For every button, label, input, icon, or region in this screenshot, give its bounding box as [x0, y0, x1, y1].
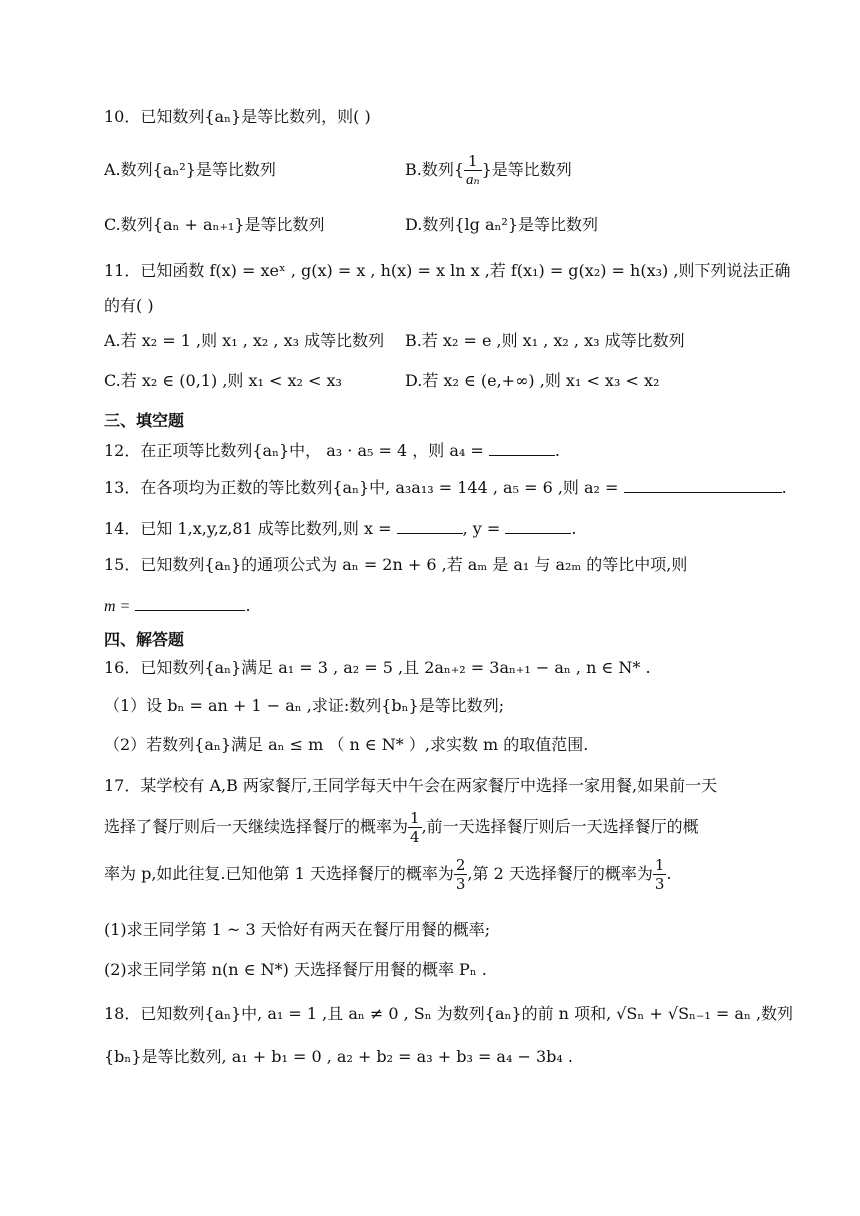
q13-text: 13．在各项均为正数的等比数列{aₙ}中, a₃a₁₃ = 144 , a₅ = 6 ,则 a₂ =: [104, 478, 619, 497]
fraction-denominator: 3: [654, 875, 665, 893]
q13-end: .: [781, 478, 787, 497]
section-fill-in-heading: 三、填空题: [104, 411, 185, 430]
q11-option-b: B.若 x₂ = e ,则 x₁ , x₂ , x₃ 成等比数列: [405, 331, 685, 350]
q17-fraction-two-thirds: [454, 856, 468, 893]
q17-fraction-one-third: [653, 856, 667, 893]
q10-option-b-prefix: B.数列{: [405, 160, 465, 179]
q17-line3-mid: ,第 2 天选择餐厅的概率为: [467, 864, 653, 883]
section-answer-heading: 四、解答题: [104, 630, 185, 649]
q17-line3-pre: 率为 p,如此往复.已知他第 1 天选择餐厅的概率为: [104, 864, 454, 883]
q17-line3-end: .: [666, 864, 672, 883]
q16-part2: （2）若数列{aₙ}满足 aₙ ≤ m （ n ∈ N* ）,求实数 m 的取值范围.: [104, 735, 589, 754]
q18-line2: {bₙ}是等比数列, a₁ + b₁ = 0 , a₂ + b₂ = a₃ + b₃ = a₄ − 3b₄ .: [104, 1047, 573, 1066]
q15-m-label: m =: [104, 598, 131, 615]
fraction-numerator: 1: [464, 152, 482, 171]
q14-x-blank[interactable]: [397, 517, 463, 534]
q18-line1: 18．已知数列{aₙ}中, a₁ = 1 ,且 aₙ ≠ 0 , Sₙ 为数列{aₙ}的前 n 项和, √Sₙ + √Sₙ₋₁ = aₙ ,数列: [104, 1004, 794, 1023]
q14-mid: , y =: [462, 519, 501, 538]
q14-end: .: [571, 519, 577, 538]
q13-answer-blank[interactable]: [624, 476, 782, 493]
q10-option-d: D.数列{lg aₙ²}是等比数列: [405, 215, 599, 234]
q11-option-c: C.若 x₂ ∈ (0,1) ,则 x₁ < x₂ < x₃: [104, 371, 342, 390]
q10-option-b: [405, 150, 572, 190]
q17-line2-pre: 选择了餐厅则后一天继续选择餐厅的概率为: [104, 817, 409, 836]
q17-fraction-quarter: [408, 809, 422, 846]
q15-line2: [104, 594, 251, 619]
q17-line2: [104, 807, 699, 847]
q14: [104, 517, 576, 541]
q14-text: 14．已知 1,x,y,z,81 成等比数列,则 x =: [104, 519, 392, 538]
q10-option-b-suffix: }是等比数列: [481, 160, 572, 179]
q17-line3: [104, 854, 672, 894]
q14-y-blank[interactable]: [505, 517, 571, 534]
fraction-numerator: 2: [455, 856, 466, 874]
fraction-denominator: 3: [455, 875, 466, 893]
q15-line1: 15．已知数列{aₙ}的通项公式为 aₙ = 2n + 6 ,若 aₘ 是 a₁ 与 a₂ₘ 的等比中项,则: [104, 555, 688, 574]
q13: [104, 476, 787, 500]
q17-line2-post: ,前一天选择餐厅则后一天选择餐厅的概: [421, 817, 699, 836]
q11-option-d: D.若 x₂ ∈ (e,+∞) ,则 x₁ < x₃ < x₂: [405, 371, 660, 390]
fraction-denominator: 4: [410, 828, 420, 846]
fraction-numerator: 1: [410, 809, 420, 827]
q15-end: .: [245, 596, 251, 615]
fraction-denominator: aₙ: [466, 172, 480, 188]
q10-option-b-fraction: [464, 152, 482, 189]
q10-stem: 10．已知数列{aₙ}是等比数列，则( ): [104, 107, 371, 126]
fraction-numerator: 1: [654, 856, 665, 874]
q11-option-a: A.若 x₂ = 1 ,则 x₁ , x₂ , x₃ 成等比数列: [104, 331, 385, 350]
q11-stem-line2: 的有( ): [104, 296, 154, 315]
q16-part1: （1）设 bₙ = an + 1 − aₙ ,求证:数列{bₙ}是等比数列;: [104, 696, 505, 715]
q17-part1: (1)求王同学第 1 ~ 3 天恰好有两天在餐厅用餐的概率;: [104, 920, 491, 939]
q12-end: .: [554, 441, 560, 460]
q15-answer-blank[interactable]: [135, 594, 245, 611]
q17-part2: (2)求王同学第 n(n ∈ N*) 天选择餐厅用餐的概率 Pₙ .: [104, 960, 487, 979]
q12-text: 12．在正项等比数列{aₙ}中， a₃ · a₅ = 4 ，则 a₄ =: [104, 441, 484, 460]
q12: [104, 439, 560, 463]
q16-stem: 16．已知数列{aₙ}满足 a₁ = 3 , a₂ = 5 ,且 2aₙ₊₂ = 3aₙ₊₁ − aₙ , n ∈ N* .: [104, 658, 651, 677]
q17-line1: 17．某学校有 A,B 两家餐厅,王同学每天中午会在两家餐厅中选择一家用餐,如果前一天: [104, 776, 718, 795]
q11-stem-line1: 11．已知函数 f(x) = xeˣ , g(x) = x , h(x) = x ln x ,若 f(x₁) = g(x₂) = h(x₃) ,则下列说法正确: [104, 261, 791, 280]
q12-answer-blank[interactable]: [489, 439, 555, 456]
q10-option-a: A.数列{aₙ²}是等比数列: [104, 160, 276, 179]
q10-option-c: C.数列{aₙ + aₙ₊₁}是等比数列: [104, 215, 325, 234]
